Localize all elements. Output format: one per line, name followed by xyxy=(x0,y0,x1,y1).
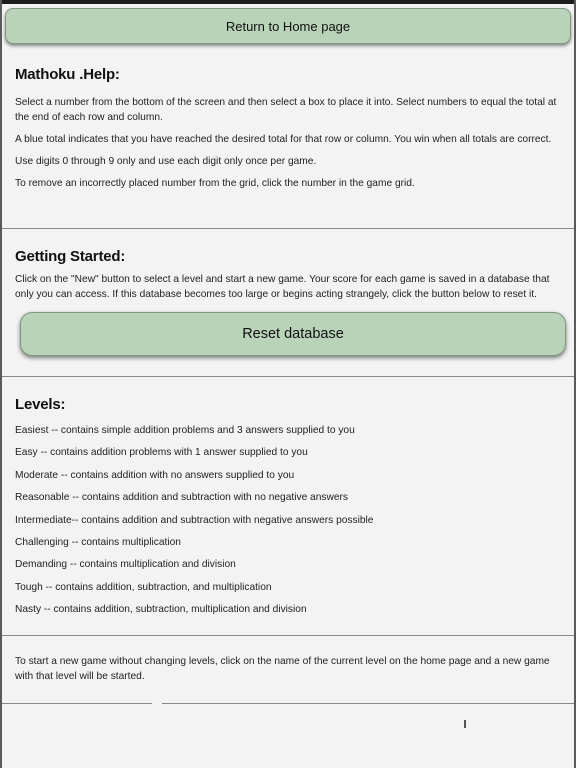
getting-started-title: Getting Started: xyxy=(15,248,126,265)
level-item-reasonable: Reasonable -- contains addition and subtraction with no negative answers xyxy=(15,492,348,504)
levels-title: Levels: xyxy=(15,396,66,413)
level-item-tough: Tough -- contains addition, subtraction, and multiplication xyxy=(15,581,272,593)
section-divider xyxy=(2,228,574,229)
getting-started-text: Click on the "New" button to select a level and start a new game. Your score for each game is saved in a database that only you can access. If this database becomes too large or begins acting strangely, click the button below to reset it. xyxy=(15,274,550,300)
help-paragraph-2: A blue total indicates that you have reached the desired total for that row or column. You win when all totals are correct. xyxy=(15,134,552,145)
levels-section xyxy=(2,396,574,625)
level-item-easiest: Easiest -- contains simple addition problems and 3 answers supplied to you xyxy=(15,425,355,436)
footer-note-text: To start a new game without changing levels, click on the name of the current level on the home page and a new game with that level will be started. xyxy=(15,656,550,682)
section-divider xyxy=(2,376,574,377)
level-item-intermediate: Intermediate-- contains addition and subtraction with negative answers possible xyxy=(15,514,374,526)
help-page xyxy=(2,4,574,768)
return-home-button[interactable]: Return to Home page xyxy=(5,8,571,44)
getting-started-section xyxy=(2,248,574,302)
level-item-easy: Easy -- contains addition problems with 1 answer supplied to you xyxy=(15,447,308,459)
level-item-moderate: Moderate -- contains addition with no answers supplied to you xyxy=(15,469,295,481)
help-title: Mathoku .Help: xyxy=(15,66,120,83)
reset-database-button[interactable]: Reset database xyxy=(20,312,566,356)
section-divider xyxy=(162,703,574,704)
help-paragraph-4: To remove an incorrectly placed number from the grid, click the number in the game grid. xyxy=(15,178,415,189)
section-divider xyxy=(2,703,152,704)
level-item-nasty: Nasty -- contains addition, subtraction, multiplication and division xyxy=(15,604,307,616)
level-item-demanding: Demanding -- contains multiplication and division xyxy=(15,559,236,571)
help-section xyxy=(2,66,574,191)
help-paragraph-3: Use digits 0 through 9 only and use each digit only once per game. xyxy=(15,156,317,167)
scroll-tick xyxy=(464,720,466,728)
section-divider xyxy=(2,635,574,636)
help-paragraph-1: Select a number from the bottom of the screen and then select a box to place it into. Select numbers to equal the total at the end of each row and column. xyxy=(15,97,557,123)
footer-note-section xyxy=(2,654,574,684)
level-item-challenging: Challenging -- contains multiplication xyxy=(15,536,181,548)
